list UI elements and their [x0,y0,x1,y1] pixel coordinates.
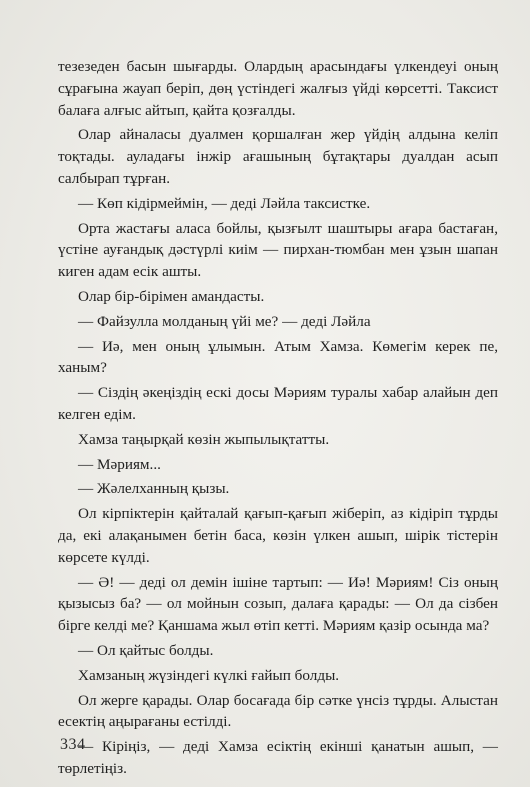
paragraph: — Көп кідірмеймін, — деді Ләйла таксистке. [78,194,371,212]
paragraph: — Кіріңіз, — деді Хамза есіктің екінші қанатын ашып, — төрлетіңіз. [58,738,498,777]
paragraph: — Сіздің әкеңіздің ескі досы Мәриям туралы хабар алайын деп келген едім. [58,384,498,423]
paragraph: — Жәлелханның қызы. [78,480,230,498]
paragraph: Ол жерге қарады. Олар босағада бір сәтке үнсіз тұрды. Алыстан есектің аңырағаны естілді. [58,691,498,731]
paragraph: Олар бір-бірімен амандасты. [78,287,265,305]
page-number: 334 [60,736,86,753]
paragraph: Ол кірпіктерін қайталай қағып-қағып жіберіп, аз кідіріп тұрды да, екі алақанымен бетін баса, көзін үлкен ашып, шірік тістерін көрсете күлді. [58,505,498,566]
paragraph: — Иә, мен оның ұлымын. Атым Хамза. Көмегім керек пе, ханым? [58,337,498,377]
paragraph: — Ә! — деді ол демін ішіне тартып: — Иә! Мәриям! Сіз оның қызысыз ба? — ол мойнын созып, далаға қарады: — Ол да сізбен бірге келді ме? Қаншама жыл өтіп кетті. Мәриям қазір осында ма? [58,573,498,635]
paragraph: — Мәриям... [78,455,161,473]
paragraph: — Ол қайтыс болды. [78,641,214,659]
paragraph: — Файзулла молданың үйі ме? — деді Ләйла [78,312,371,330]
paragraph: Хамза таңырқай көзін жыпылықтатты. [78,430,330,448]
paragraph: Хамзаның жүзіндегі күлкі ғайып болды. [78,666,340,684]
body-text [58,56,498,783]
paragraph: Олар айналасы дуалмен қоршалған жер үйдің алдына келіп тоқтады. ауладағы інжір ағашының бұтақтары дуалдан асып салбырап тұрған. [58,126,498,187]
paragraph: тезезеден басын шығарды. Олардың арасындағы үлкендеуі оның сұрағына жауап беріп, дөң үстіндегі жалғыз үйді көрсетті. Таксист балаға алғыс айтып, қайта қозғалды. [58,58,498,119]
paragraph: Орта жастағы аласа бойлы, қызғылт шаштыры ағара бастаған, үстіне ауғандық дәстүрлі киім — пирхан-тюмбан мен ұзын шапан киген адам есік ашты. [58,219,498,281]
